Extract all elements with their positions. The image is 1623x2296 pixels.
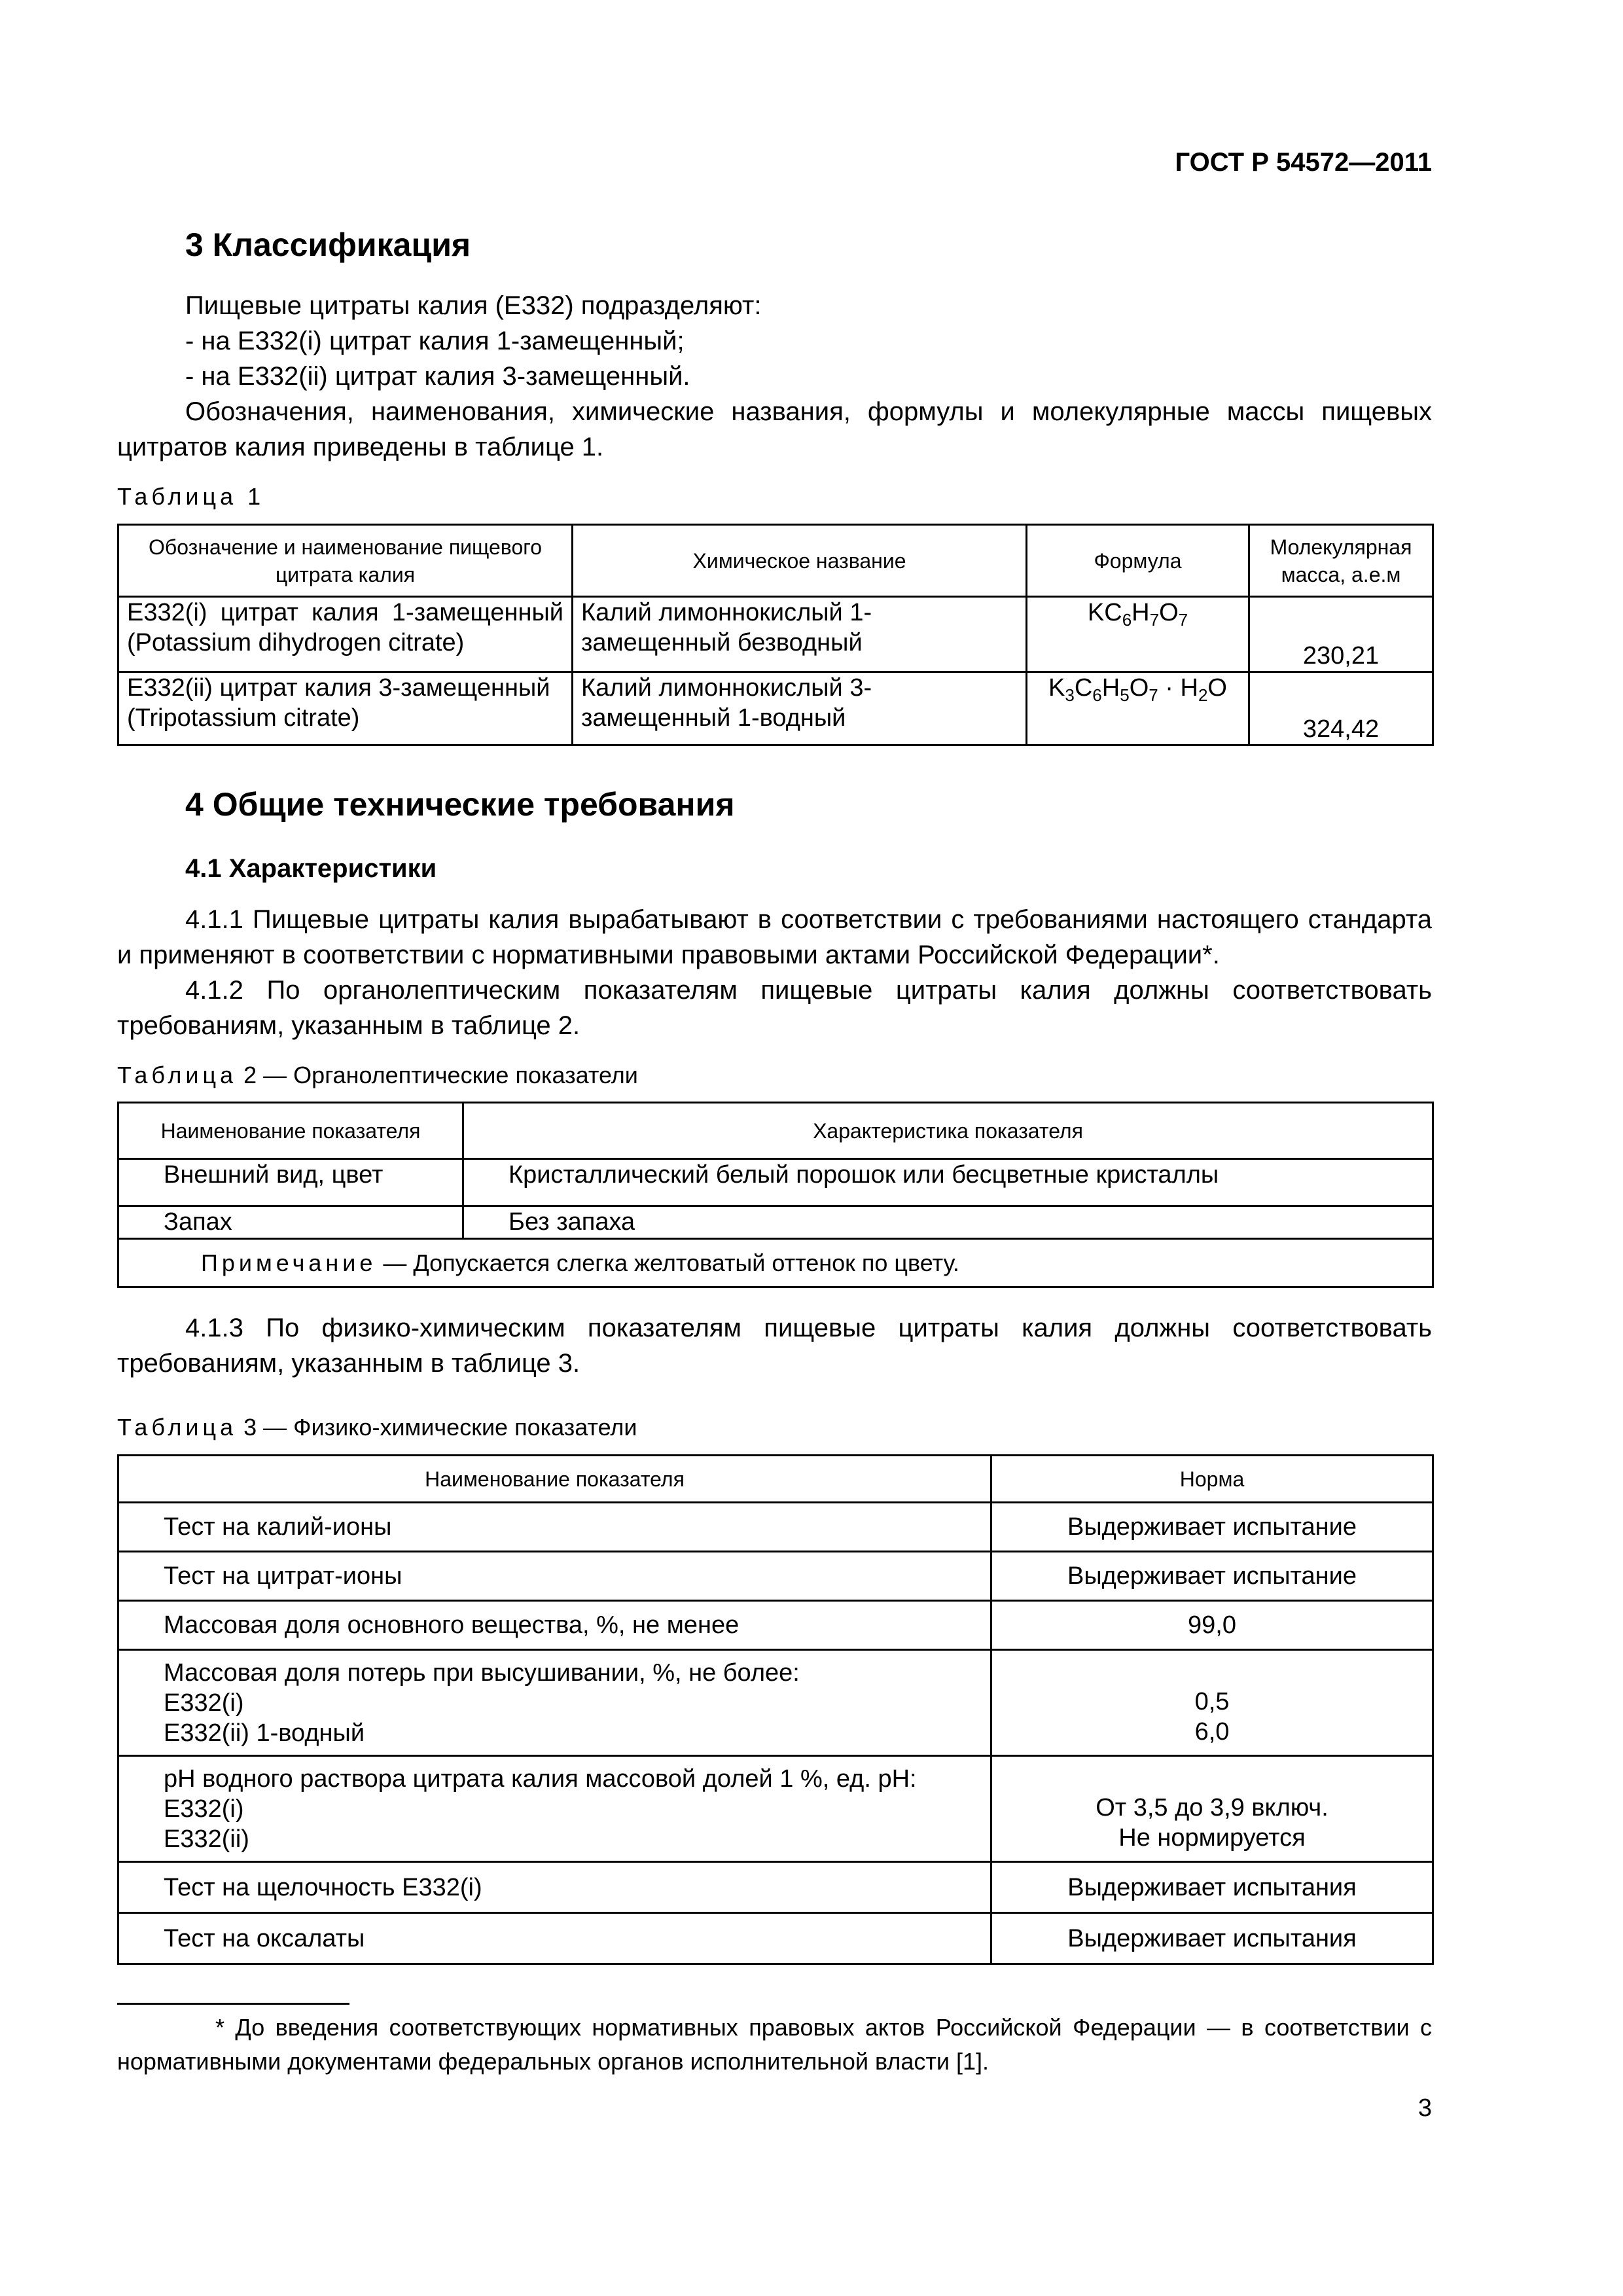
table-row [118, 1913, 1433, 1964]
table-3-cell-name [118, 1756, 991, 1862]
table-1-caption [117, 483, 264, 511]
table-3-cell-norm: Выдерживает испытание [991, 1503, 1433, 1552]
table-row [118, 1650, 1433, 1756]
table-3-cell-norm [991, 1756, 1433, 1862]
paragraph-4-1-1: 4.1.1 Пищевые цитраты калия вырабатывают в соответствии с требованиями настоящего стандарта и применяют в соответствии с нормативными правовыми актами Российской Федерации*. [117, 905, 1432, 969]
classification-intro: Пищевые цитраты калия (Е332) подразделяют: [185, 291, 762, 320]
section-3-heading: 3 Классификация [185, 226, 471, 263]
table-3-header-row [118, 1456, 1433, 1503]
document-code: ГОСТ Р 54572—2011 [1175, 148, 1432, 177]
table-2-note [118, 1239, 1433, 1287]
table-1-header-formula: Формула [1027, 525, 1249, 597]
table-2-caption [117, 1062, 638, 1089]
table-1-cell-mass: 230,21 [1249, 597, 1433, 672]
table-2-caption-text: 2 — Органолептические показатели [237, 1062, 638, 1088]
loss-on-drying-sub-2: Е332(ii) 1-водный [164, 1719, 365, 1747]
table-3-caption [117, 1414, 637, 1441]
paragraph-4-1-3: 4.1.3 По физико-химическим показателям пищевые цитраты калия должны соответствовать требованиям, указанным в таблице 3. [117, 1314, 1432, 1378]
classification-paragraph: Обозначения, наименования, химические названия, формулы и молекулярные массы пищевых цитратов калия приведены в таблице 1. [117, 397, 1432, 461]
table-row [118, 672, 1433, 745]
loss-on-drying-sub-1: Е332(i) [164, 1689, 244, 1717]
section-4-heading: 4 Общие технические требования [185, 786, 735, 823]
table-3-cell-name: Массовая доля основного вещества, %, не менее [118, 1601, 991, 1650]
table-1-cell-formula: $KC_6H_7O_7$ [1027, 597, 1249, 672]
ph-norm-1: От 3,5 до 3,9 включ. [1096, 1794, 1329, 1821]
table-3-cell-norm: Выдерживает испытания [991, 1862, 1433, 1913]
table-2-cell-value: Кристаллический белый порошок или бесцветные кристаллы [463, 1159, 1433, 1206]
loss-on-drying-norm-2: 6,0 [1194, 1718, 1230, 1746]
table-3-header-norm: Норма [991, 1456, 1433, 1503]
table-1-cell-designation: Е332(i) цитрат калия 1-замещенный (Potassium dihydrogen citrate) [118, 597, 573, 672]
table-3-cell-name: Тест на калий-ионы [118, 1503, 991, 1552]
table-row [118, 597, 1433, 672]
ph-norm-2: Не нормируется [1118, 1824, 1306, 1852]
table-3-cell-norm [991, 1650, 1433, 1756]
table-3-cell-name: Тест на цитрат-ионы [118, 1552, 991, 1601]
table-row [118, 1862, 1433, 1913]
table-1-header-row [118, 525, 1433, 597]
table-row [118, 1756, 1433, 1862]
table-2-header-row [118, 1103, 1433, 1159]
table-3 [117, 1454, 1434, 1965]
table-2-cell-name: Запах [118, 1206, 463, 1239]
table-3-cell-name: Тест на щелочность Е332(i) [118, 1862, 991, 1913]
table-3-cell-norm: Выдерживает испытание [991, 1552, 1433, 1601]
table-1-header-molar-mass: Молекулярная масса, а.е.м [1249, 525, 1433, 597]
table-2-note-label: Примечание [201, 1249, 377, 1276]
table-1-cell-designation: Е332(ii) цитрат калия 3-замещенный (Tripotassium citrate) [118, 672, 573, 745]
table-3-cell-norm: Выдерживает испытания [991, 1913, 1433, 1964]
loss-on-drying-norm-1: 0,5 [1194, 1688, 1230, 1715]
table-3-header-name: Наименование показателя [118, 1456, 991, 1503]
ph-label: рН водного раствора цитрата калия массовой долей 1 %, ед. рН: [164, 1765, 917, 1793]
footnote-divider [117, 2003, 349, 2005]
table-1-cell-chemical-name: Калий лимоннокислый 1-замещенный безводный [573, 597, 1027, 672]
table-2 [117, 1102, 1434, 1288]
table-row [118, 1601, 1433, 1650]
table-3-cell-norm: 99,0 [991, 1601, 1433, 1650]
classification-item-1: - на Е332(i) цитрат калия 1-замещенный; [185, 327, 685, 355]
table-2-cell-value: Без запаха [463, 1206, 1433, 1239]
table-1-header-chemical-name: Химическое название [573, 525, 1027, 597]
table-row [118, 1159, 1433, 1206]
section-3-body [117, 288, 1432, 465]
table-3-cell-name [118, 1650, 991, 1756]
table-row [118, 1552, 1433, 1601]
footnote: * До введения соответствующих нормативных правовых актов Российской Федерации — в соответствии с нормативными документами федеральных органов исполнительной власти [1]. [117, 2014, 1432, 2075]
table-3-caption-label: Таблица [117, 1414, 238, 1441]
table-1-caption-label: Таблица 1 [117, 483, 265, 510]
paragraph-4-1-2: 4.1.2 По органолептическим показателям пищевые цитраты калия должны соответствовать требованиям, указанным в таблице 2. [117, 976, 1432, 1040]
ph-sub-2: Е332(ii) [164, 1825, 249, 1853]
table-1-cell-mass: 324,42 [1249, 672, 1433, 745]
table-2-header-characteristic: Характеристика показателя [463, 1103, 1433, 1159]
loss-on-drying-label: Массовая доля потерь при высушивании, %, не более: [164, 1659, 800, 1687]
table-2-note-row [118, 1239, 1433, 1287]
table-1 [117, 524, 1434, 746]
section-4-1-body [117, 902, 1432, 1043]
section-4-1-heading: 4.1 Характеристики [185, 854, 437, 883]
table-1-cell-chemical-name: Калий лимоннокислый 3-замещенный 1-водный [573, 672, 1027, 745]
ph-sub-1: Е332(i) [164, 1795, 244, 1823]
table-1-cell-formula: $K_3C_6H_5O_7 \cdot H_2O$ [1027, 672, 1249, 745]
table-2-caption-label: Таблица [117, 1062, 238, 1088]
table-3-cell-name: Тест на оксалаты [118, 1913, 991, 1964]
table-2-note-text: — Допускается слегка желтоватый оттенок по цвету. [376, 1249, 959, 1276]
table-3-caption-text: 3 — Физико-химические показатели [237, 1414, 637, 1441]
classification-item-2: - на Е332(ii) цитрат калия 3-замещенный. [185, 362, 690, 391]
table-row [118, 1503, 1433, 1552]
table-2-header-name: Наименование показателя [118, 1103, 463, 1159]
table-2-cell-name: Внешний вид, цвет [118, 1159, 463, 1206]
table-1-header-designation: Обозначение и наименование пищевого цитрата калия [118, 525, 573, 597]
section-4-1-3-body [117, 1310, 1432, 1381]
table-row [118, 1206, 1433, 1239]
page-number: 3 [1418, 2094, 1432, 2122]
